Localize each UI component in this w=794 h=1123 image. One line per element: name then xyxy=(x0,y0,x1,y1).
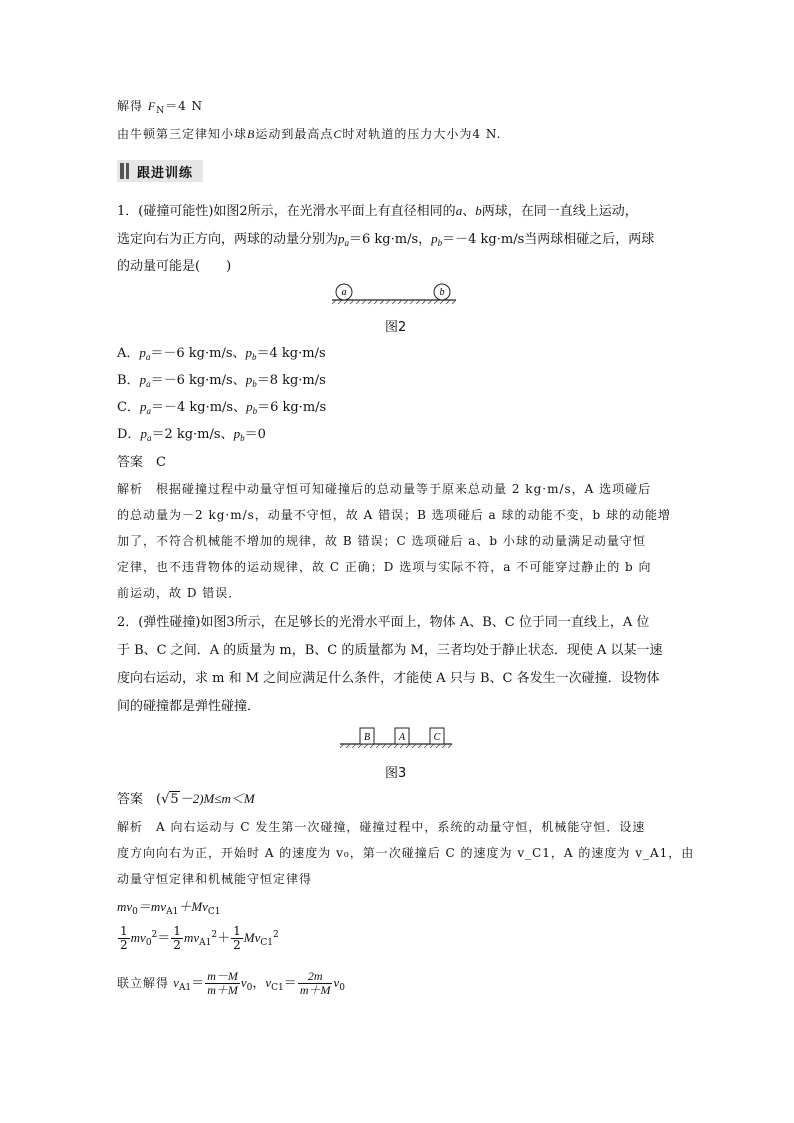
q1-analysis-2: 的总动量为－2 kg·m/s，动量不守恒，故 A 错误；B 选项碰后 a 球的动能不变，b 球的动能增 xyxy=(117,508,672,522)
q1-line-3: 的动量可能是( ) xyxy=(117,259,232,274)
q2-line-4: 间的碰撞都是弹性碰撞． xyxy=(117,699,261,714)
option-d: D．$p_a=2$ kg·m/s、$p_b=0$ xyxy=(117,426,266,443)
section-marker-icon xyxy=(120,163,124,179)
equation-momentum: $mv_0=mv_{A1}+Mv_{C1}$ xyxy=(117,899,221,917)
ball-b-label: b xyxy=(439,287,445,298)
q2-analysis-2: 度方向向右为正，开始时 A 的速度为 v₀，第一次碰撞后 C 的速度为 v_C1，A 的速度为 v_A1，由 xyxy=(117,846,695,860)
q1-analysis-1: 解析 根据碰撞过程中动量守恒可知碰撞后的总动量等于原来总动量 2 kg·m/s，A 选项碰后 xyxy=(117,482,652,496)
q2-analysis-1: 解析 A 向右运动与 C 发生第一次碰撞，碰撞过程中，系统的动量守恒，机械能守恒．设速 xyxy=(117,820,646,834)
figure-3 xyxy=(338,724,454,750)
block-b-label: B xyxy=(363,732,371,743)
option-a: A．$p_a=-6$ kg·m/s、$p_b=4$ kg·m/s xyxy=(117,345,326,362)
equation-energy: $\frac{1}{2}$ $mv_0^2=$ $\frac{1}{2}$ $mv_{A1}^2+$ $\frac{1}{2}$ $Mv_{C1}^2$ xyxy=(120,924,279,952)
block-a-label: A xyxy=(398,732,406,743)
section-title: 跟进训练 xyxy=(137,165,194,181)
q2-line-2: 于 B、C 之间．A 的质量为 m，B、C 的质量都为 M，三者均处于静止状态．现使 A 以某一速 xyxy=(117,643,663,658)
figure-3-caption: 图3 xyxy=(385,766,407,781)
figure-2 xyxy=(330,282,460,306)
solve-line: 解得 $F_N=4$ N xyxy=(117,99,204,116)
section-marker-icon xyxy=(126,163,129,179)
section-header xyxy=(117,160,203,182)
q1-analysis-5: 前运动，故 D 错误． xyxy=(117,586,242,600)
option-b: B．$p_a=-6$ kg·m/s、$p_b=8$ kg·m/s xyxy=(117,372,326,389)
q2-line-3: 度向右运动，求 m 和 M 之间应满足什么条件，才能使 A 只与 B、C 各发生一次碰撞．设物体 xyxy=(117,671,660,686)
q2-line-1: 2．(弹性碰撞)如图3所示，在足够长的光滑水平面上，物体 A、B、C 位于同一直线上，A 位 xyxy=(117,615,650,630)
figure-2-caption: 图2 xyxy=(385,320,407,335)
q2-analysis-3: 动量守恒定律和机械能守恒定律得 xyxy=(117,872,313,886)
q2-answer: 答案 (√5－2)M≤m＜M xyxy=(117,791,255,807)
q1-line-1: 1．(碰撞可能性)如图2所示，在光滑水平面上有直径相同的a、b两球，在同一直线上运动， xyxy=(117,203,638,219)
block-c-label: C xyxy=(433,732,441,743)
q1-answer: 答案 C xyxy=(117,455,166,470)
q1-line-2: 选定向右为正方向，两球的动量分别为$p_a=6$ kg·m/s，$p_b=-4$ kg·m/s当两球相碰之后，两球 xyxy=(117,231,655,248)
option-c: C．$p_a=-4$ kg·m/s、$p_b=6$ kg·m/s xyxy=(117,399,327,416)
equation-solution: 联立解得 $v_{A1}=$ $\frac{m-M}{m+M}$ $v_0$，$v_{C1}=$ $\frac{2m}{m+M}$ $v_0$ xyxy=(117,969,345,997)
newton-line: 由牛顿第三定律知小球B运动到最高点C时对轨道的压力大小为4 N. xyxy=(117,127,502,141)
q1-analysis-3: 加了，不符合机械能不增加的规律，故 B 错误；C 选项碰后 a、b 小球的动量满足动量守恒 xyxy=(117,534,646,548)
q1-analysis-4: 定律，也不违背物体的运动规律，故 C 正确；D 选项与实际不符，a 不可能穿过静止的 b 向 xyxy=(117,560,652,574)
ball-a-label: a xyxy=(341,287,347,298)
